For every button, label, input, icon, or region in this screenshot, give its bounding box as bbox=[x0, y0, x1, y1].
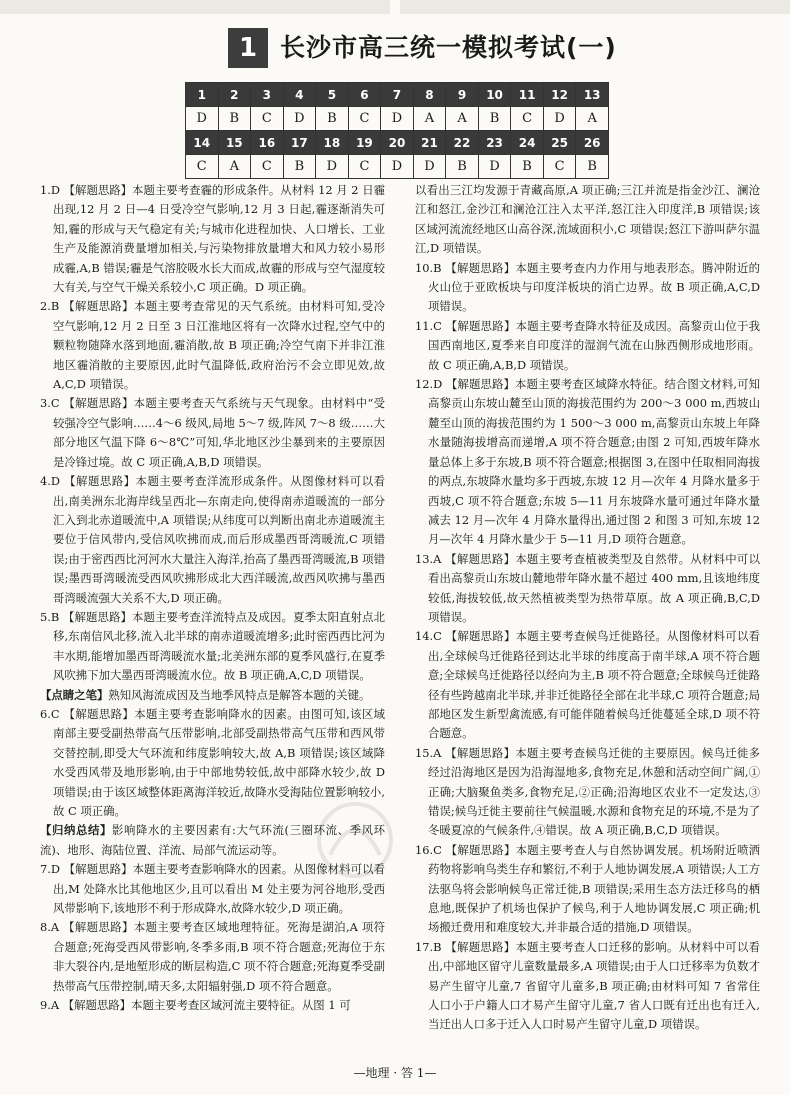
answer-explanation: 14.C 【解题思路】本题主要考查候鸟迁徙路径。从图像材料可以看出,全球候鸟迁徙路径到达北半球的纬度高于南半球,A 项不符合题意;全球候鸟迁徙路径以经向为主,B 项不符合题意;全球候鸟迁徙路径有些跨越南北半球,并非迁徙路径全部在北半球,C 项符合题意;局部地区发生新型禽流感,有可能伴随着候鸟迁徙蔓延全球,D 项不符合题意。 bbox=[415, 629, 760, 741]
answer-explanation: 1.D 【解题思路】本题主要考查霾的形成条件。从材料 12 月 2 日霾出现,12 月 2 日—4 日受冷空气影响,12 月 3 日起,霾逐渐消失可知,霾的形成与天气稳定有关;与城市化进程加快、人口增长、工业生产及能源消费量增加相关,与污染物排放量增大和风力较小易形成霾,A,B 错误;霾是气溶胶吸水长大而成,故霾的形成与空气湿度较大有关,与空气干燥关系较小,C 项正确。D 项正确。 bbox=[40, 183, 385, 295]
answer-cell: A bbox=[446, 107, 479, 131]
answer-cell: B bbox=[218, 107, 251, 131]
answer-cell: B bbox=[478, 107, 511, 131]
question-number-cell: 7 bbox=[381, 83, 414, 107]
answer-cell: D bbox=[316, 155, 349, 179]
top-strip bbox=[0, 0, 790, 14]
question-number-cell: 22 bbox=[446, 131, 479, 155]
question-number-cell: 16 bbox=[251, 131, 284, 155]
question-number-cell: 5 bbox=[316, 83, 349, 107]
question-number-cell: 25 bbox=[543, 131, 576, 155]
answer-cell: B bbox=[446, 155, 479, 179]
answer-cell: D bbox=[381, 155, 414, 179]
right-column bbox=[415, 181, 760, 1035]
tip-note-text: 影响降水的主要因素有:大气环流(三圈环流、季风环流)、地形、海陆位置、洋流、局部气流运动等。 bbox=[40, 823, 385, 857]
answer-explanation: 9.A 【解题思路】本题主要考查区域河流主要特征。从图 1 可 bbox=[40, 998, 351, 1013]
tip-note bbox=[40, 686, 385, 705]
top-strip-left bbox=[0, 0, 390, 14]
answer-explanation: 8.A 【解题思路】本题主要考查区域地理特征。死海是湖泊,A 项符合题意;死海受西风带影响,冬季多雨,B 项不符合题意;死海位于东非大裂谷内,是地堑形成的断层构造,C 项不符合题意;死海夏季受副热带高气压带控制,晴天多,太阳辐射强,D 项不符合题意。 bbox=[40, 920, 385, 993]
question-number-cell: 19 bbox=[348, 131, 381, 155]
answer-cell: D bbox=[381, 107, 414, 131]
question-number-cell: 3 bbox=[251, 83, 284, 107]
answer-explanation: 15.A 【解题思路】本题主要考查候鸟迁徙的主要原因。候鸟迁徙多经过沿海地区是因为沿海湿地多,食物充足,休憩和活动空间广阔,①正确;大脑聚鱼类多,食物充足,②正确;沿海地区农业不一定发达,③错误;候鸟迁徙主要前往气候温暖,水源和食物充足的环境,不是为了冬暖夏凉的气候条件,④错误。故 A 项正确,B,C,D 项错误。 bbox=[415, 745, 760, 838]
answer-explanation: 6.C 【解题思路】本题主要考查影响降水的因素。由图可知,该区域南部主要受副热带高气压带影响,北部受副热带高气压带和西风带交替控制,即受大气环流和纬度影响较大,故 A,B 项错误;该区域降水受西风带及地形影响,由于中部地势较低,故中部降水较少,故 D 项错误;由于该区域整体距离海洋较近,故降水受海陆位置影响较小,故 C 项正确。 bbox=[40, 706, 385, 818]
answer-cell: A bbox=[576, 107, 609, 131]
question-number-cell: 24 bbox=[511, 131, 544, 155]
answer-cell: D bbox=[283, 107, 316, 131]
exam-number-badge: 1 bbox=[228, 28, 268, 68]
question-number-cell: 13 bbox=[576, 83, 609, 107]
answer-explanation: 12.D 【解题思路】本题主要考查区域降水特征。结合图文材料,可知高黎贡山东坡山麓至山顶的海拔范围约为 200～3 000 m,西坡山麓至山顶的海拔范围约为 1 500～3 000 m,高黎贡山东坡上年降水量随海拔增高而递增,A 项不符合题意;由图 2 可知,西坡年降水量总体上多于东坡,B 项不符合题意;根据图 3,在图中任取相同海拔的两点,东坡降水量均多于西坡,东坡 12 月—次年 4 月降水量多于西坡,C 项不符合题意;东坡 5—11 月东坡降水量可通过年降水量减去 12 月—次年 4 月降水量得出,通过图 2 和图 3 可知,东坡 12 月—次年 4 月降水量少于 5—11 月,D 项符合题意。 bbox=[415, 377, 760, 547]
question-number-cell: 12 bbox=[543, 83, 576, 107]
answer-cell: C bbox=[348, 107, 381, 131]
answer-explanation: 16.C 【解题思路】本题主要考查人与自然协调发展。机场附近喷洒药物将影响鸟类生存和繁衍,不利于人地协调发展,A 项错误;人工方法驱鸟将会影响候鸟正常迁徙,B 项错误;采用生态方法迁移鸟的栖息地,既保护了机场也保护了候鸟,利于人地协调发展,C 项正确;机场搬迁费用和难度较大,并非最合适的措施,D 项错误。 bbox=[415, 842, 760, 935]
answer-cell: A bbox=[413, 107, 446, 131]
question-number-cell: 4 bbox=[283, 83, 316, 107]
answer-cell: C bbox=[348, 155, 381, 179]
answer-table-answer-row-1 bbox=[186, 107, 609, 131]
question-number-cell: 21 bbox=[413, 131, 446, 155]
answer-continuation: 以看出三江均发源于青藏高原,A 项正确;三江并流是指金沙江、澜沧江和怒江,金沙江和澜沧江注入太平洋,怒江注入印度洋,B 项错误;该区域河流流经地区山高谷深,流域面积小,C 项错误;怒江下游叫萨尔温江,D 项错误。 bbox=[415, 183, 760, 256]
question-number-cell: 9 bbox=[446, 83, 479, 107]
answer-cell: D bbox=[478, 155, 511, 179]
question-number-cell: 2 bbox=[218, 83, 251, 107]
question-number-cell: 17 bbox=[283, 131, 316, 155]
answer-explanation: 3.C 【解题思路】本题主要考查天气系统与天气现象。由材料中“受较强冷空气影响……4～6 级风,局地 5～7 级,阵风 7～8 级……大部分地区气温下降 6～8℃”可知,华北地区沙尘暴到来的主要原因是冷锋过境。故 C 项正确,A,B,D 项错误。 bbox=[40, 396, 385, 469]
answer-explanation: 10.B 【解题思路】本题主要考查内力作用与地表形态。腾冲附近的火山位于亚欧板块与印度洋板块的消亡边界。故 B 项正确,A,C,D 项错误。 bbox=[415, 260, 760, 314]
question-number-cell: 11 bbox=[511, 83, 544, 107]
answer-table bbox=[185, 82, 609, 179]
page-footer: —地理 · 答 1— bbox=[353, 1066, 437, 1080]
question-number-cell: 14 bbox=[186, 131, 219, 155]
answer-cell: B bbox=[576, 155, 609, 179]
answer-explanation: 17.B 【解题思路】本题主要考查人口迁移的影响。从材料中可以看出,中部地区留守儿童数量最多,A 项错误;由于人口迁移率为负数才易产生留守儿童,7 省留守儿童多,B 项正确;由材料可知 7 省常住人口小于户籍人口才易产生留守儿童,7 省人口既有迁出也有迁入,当迁出人口多于迁入人口时易产生留守儿童,D 项错误。 bbox=[415, 939, 760, 1032]
answer-table-answer-row-2 bbox=[186, 155, 609, 179]
answer-cell: B bbox=[316, 107, 349, 131]
tip-note-tag: 【归纳总结】 bbox=[40, 823, 113, 838]
question-number-cell: 8 bbox=[413, 83, 446, 107]
answer-explanation: 2.B 【解题思路】本题主要考查常见的天气系统。由材料可知,受冷空气影响,12 月 2 日至 3 日江淮地区将有一次降水过程,空气中的颗粒物随降水落到地面,霾消散,故 B 项正确;冷空气南下并非江淮地区霾消散的主要原因,此时气温降低,政府治污不会立即见效,故 A,C,D 项错误。 bbox=[40, 299, 385, 392]
answer-explanation: 13.A 【解题思路】本题主要考查植被类型及自然带。从材料中可以看出高黎贡山东坡山麓地带年降水量不超过 400 mm,且该地纬度较低,海拔较低,故天然植被类型为热带草原。故 A 项正确,B,C,D 项错误。 bbox=[415, 551, 760, 624]
question-number-cell: 23 bbox=[478, 131, 511, 155]
answer-cell: C bbox=[511, 107, 544, 131]
question-number-cell: 26 bbox=[576, 131, 609, 155]
answer-cell: D bbox=[543, 107, 576, 131]
answer-cell: D bbox=[186, 107, 219, 131]
answer-cell: B bbox=[283, 155, 316, 179]
answer-explanation: 7.D 【解题思路】本题主要考查影响降水的因素。从图像材料可以看出,M 处降水比其他地区少,且可以看出 M 处主要为河谷地形,受西风带影响下,该地形不利于形成降水,故降水较少,D 项正确。 bbox=[40, 862, 385, 916]
answer-cell: C bbox=[186, 155, 219, 179]
question-number-cell: 1 bbox=[186, 83, 219, 107]
answer-cell: B bbox=[511, 155, 544, 179]
answer-explanation: 11.C 【解题思路】本题主要考查降水特征及成因。高黎贡山位于我国西南地区,夏季来自印度洋的湿润气流在山脉西侧形成地形雨。故 C 项正确,A,B,D 项错误。 bbox=[415, 318, 760, 372]
tip-note-text: 熟知风海流成因及当地季风特点是解答本题的关键。 bbox=[108, 687, 371, 702]
exam-title: 长沙市高三统一模拟考试(一) bbox=[280, 33, 617, 62]
left-column bbox=[40, 181, 385, 1015]
tip-note bbox=[40, 821, 385, 860]
question-number-cell: 18 bbox=[316, 131, 349, 155]
answer-cell: C bbox=[543, 155, 576, 179]
answer-cell: D bbox=[413, 155, 446, 179]
answer-cell: C bbox=[251, 107, 284, 131]
tip-note-tag: 【点睛之笔】 bbox=[40, 687, 109, 702]
question-number-cell: 10 bbox=[478, 83, 511, 107]
answer-explanation: 4.D 【解题思路】本题主要考查洋流形成条件。从图像材料可以看出,南美洲东北海岸线呈西北—东南走向,使得南赤道暖流的一部分汇入到北赤道暖流中,A 项错误;从纬度可以判断出南北赤道暖流主要位于信风带内,受信风吹拂而成,而后形成墨西哥湾暖流,C 项错误;由于密西西比河河水大量注入海洋,抬高了墨西哥湾暖流,B 项错误;墨西哥湾暖流受西风吹拂形成北大西洋暖流,故西风吹拂与墨西哥湾暖流强大关系不大,D 项正确。 bbox=[40, 474, 385, 605]
question-number-cell: 15 bbox=[218, 131, 251, 155]
answer-cell: A bbox=[218, 155, 251, 179]
question-number-cell: 20 bbox=[381, 131, 414, 155]
answer-explanation: 5.B 【解题思路】本题主要考查洋流特点及成因。夏季太阳直射点北移,东南信风北移,流入北半球的南赤道暖流增多;此时密西西比河为丰水期,能增加墨西哥湾暖流水量;北美洲东部的夏季风盛行,在夏季风吹拂下加大墨西哥湾暖流水位。故 B 项正确,A,C,D 项错误。 bbox=[40, 609, 385, 683]
question-number-cell: 6 bbox=[348, 83, 381, 107]
top-strip-right bbox=[400, 0, 790, 14]
answer-cell: C bbox=[251, 155, 284, 179]
answer-table-number-row-1 bbox=[186, 83, 609, 107]
answer-table-number-row-2 bbox=[186, 131, 609, 155]
